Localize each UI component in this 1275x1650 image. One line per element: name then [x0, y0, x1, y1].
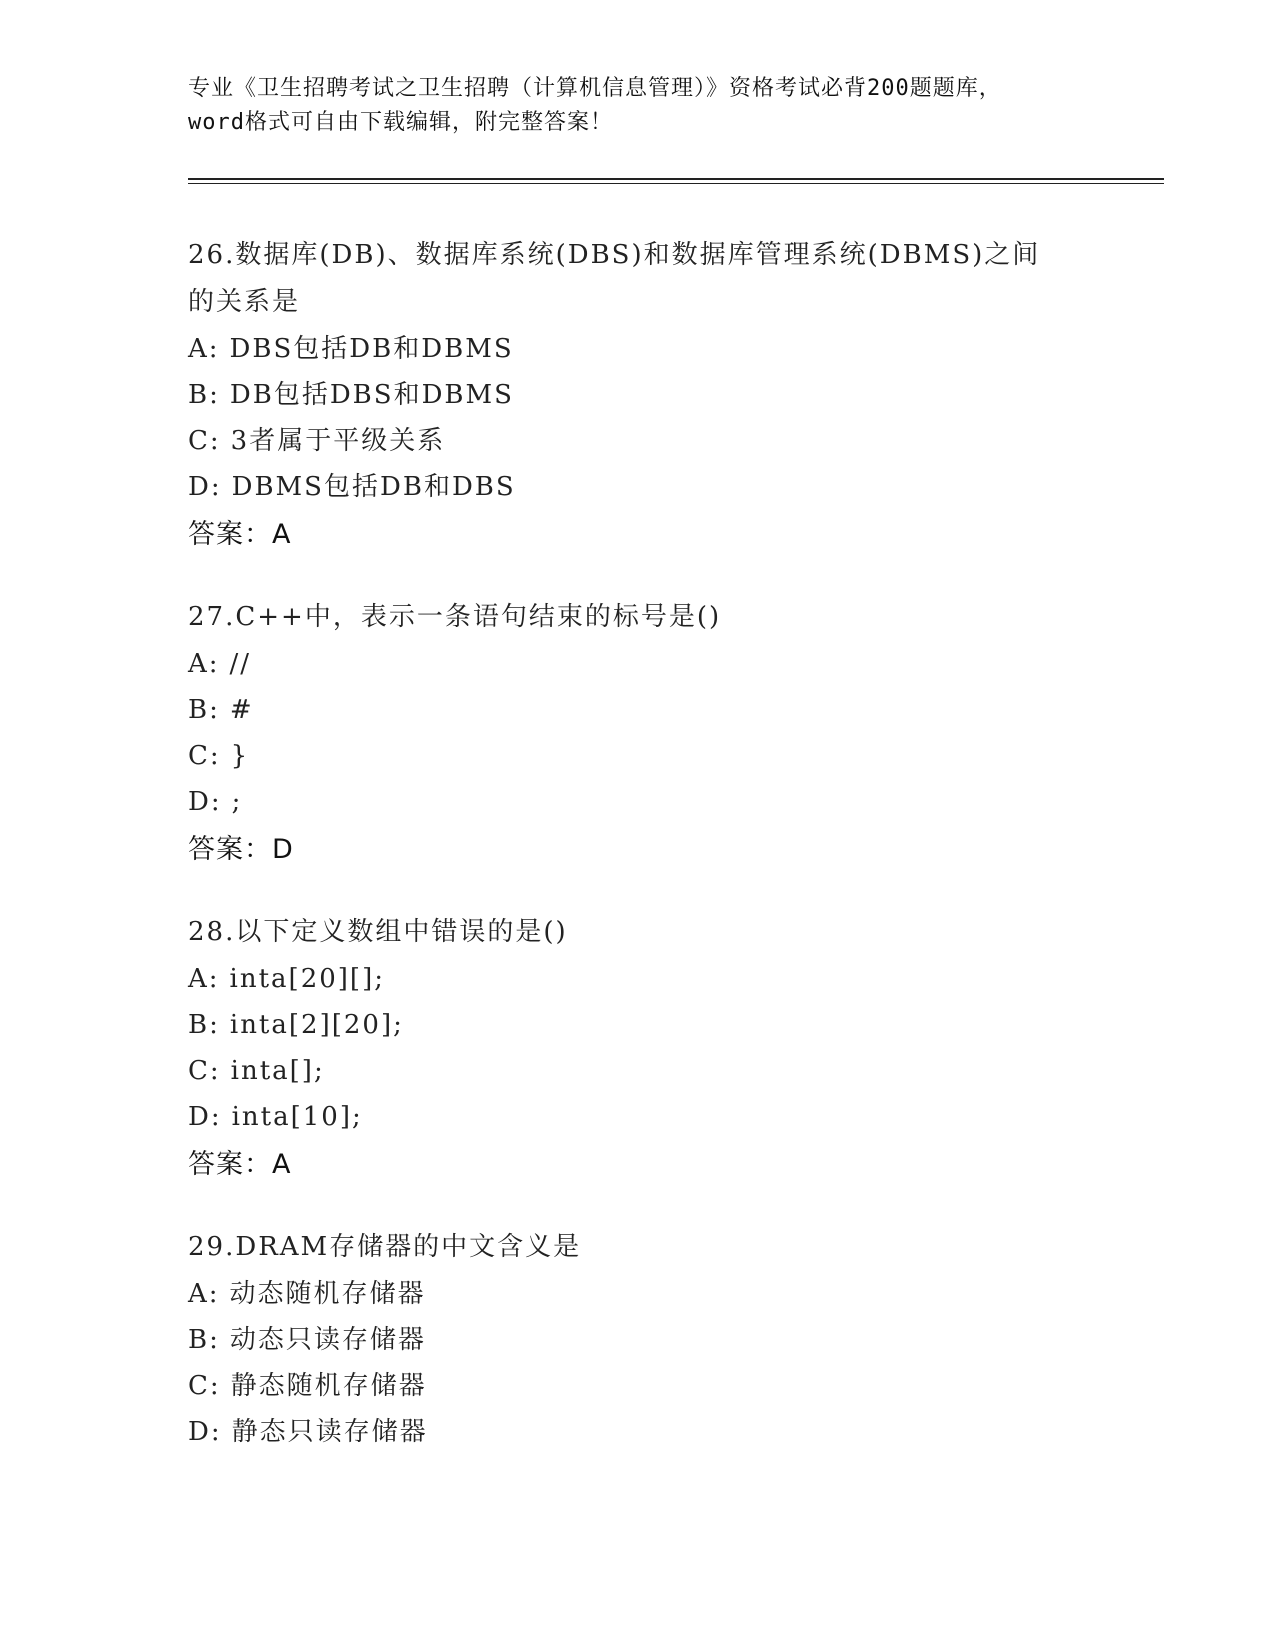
- question-stem: 29.DRAM存储器的中文含义是: [188, 1232, 582, 1262]
- option-text: //: [229, 649, 252, 679]
- option-text: inta[2][20];: [229, 1010, 404, 1040]
- option-b: [188, 372, 1088, 418]
- question-28: [188, 909, 1088, 1188]
- option-text: 静态只读存储器: [231, 1417, 428, 1447]
- question-list: [188, 232, 1088, 1491]
- option-a: [188, 1271, 1088, 1317]
- option-letter: D:: [188, 1417, 222, 1447]
- question-stem: 27.C++中，表示一条语句结束的标号是(): [188, 602, 722, 632]
- option-d: [188, 1409, 1088, 1455]
- option-text: }: [230, 741, 250, 771]
- option-c: [188, 418, 1088, 464]
- option-text: #: [229, 695, 254, 725]
- option-text: inta[20][];: [229, 964, 385, 994]
- option-text: 静态随机存储器: [230, 1371, 427, 1401]
- option-c: [188, 1048, 1088, 1094]
- header-divider-thin: [188, 183, 1164, 184]
- answer-label: 答案：D: [188, 834, 294, 865]
- option-b: [188, 687, 1088, 733]
- option-letter: B:: [188, 1010, 220, 1040]
- option-letter: C:: [188, 1056, 221, 1086]
- option-text: DB包括DBS和DBMS: [229, 380, 514, 410]
- option-b: [188, 1002, 1088, 1048]
- question-stem: 28.以下定义数组中错误的是(): [188, 917, 568, 947]
- option-letter: D:: [188, 1102, 222, 1132]
- question-27: [188, 594, 1088, 873]
- option-text: 动态只读存储器: [229, 1325, 426, 1355]
- answer-label: 答案：A: [188, 519, 292, 550]
- option-a: [188, 956, 1088, 1002]
- option-letter: A:: [188, 334, 220, 364]
- option-c: [188, 1363, 1088, 1409]
- header-divider-thick: [188, 178, 1164, 180]
- option-d: [188, 779, 1088, 825]
- header-line-2: word格式可自由下载编辑，附完整答案！: [188, 110, 613, 135]
- option-letter: C:: [188, 426, 221, 456]
- header-line-1: 专业《卫生招聘考试之卫生招聘（计算机信息管理）》资格考试必背200题题库，: [188, 76, 1002, 101]
- option-d: [188, 464, 1088, 510]
- option-text: inta[];: [230, 1056, 325, 1086]
- option-text: ;: [231, 787, 243, 817]
- option-b: [188, 1317, 1088, 1363]
- question-stem: 26.数据库(DB)、数据库系统(DBS)和数据库管理系统(DBMS)之间的关系是: [188, 240, 1041, 317]
- option-letter: A:: [188, 1279, 220, 1309]
- question-26: [188, 232, 1088, 558]
- document-header: [188, 72, 1088, 140]
- option-a: [188, 326, 1088, 372]
- option-d: [188, 1094, 1088, 1140]
- option-letter: C:: [188, 741, 221, 771]
- option-c: [188, 733, 1088, 779]
- option-letter: B:: [188, 695, 220, 725]
- option-text: DBS包括DB和DBMS: [229, 334, 514, 364]
- answer-label: 答案：A: [188, 1149, 292, 1180]
- option-letter: A:: [188, 649, 220, 679]
- option-letter: A:: [188, 964, 220, 994]
- option-letter: C:: [188, 1371, 221, 1401]
- question-29: [188, 1224, 1088, 1455]
- option-letter: D:: [188, 472, 222, 502]
- option-letter: B:: [188, 380, 220, 410]
- option-a: [188, 641, 1088, 687]
- option-text: 3者属于平级关系: [230, 426, 446, 456]
- option-text: DBMS包括DB和DBS: [231, 472, 516, 502]
- option-letter: B:: [188, 1325, 220, 1355]
- option-text: inta[10];: [231, 1102, 363, 1132]
- option-letter: D:: [188, 787, 222, 817]
- option-text: 动态随机存储器: [229, 1279, 426, 1309]
